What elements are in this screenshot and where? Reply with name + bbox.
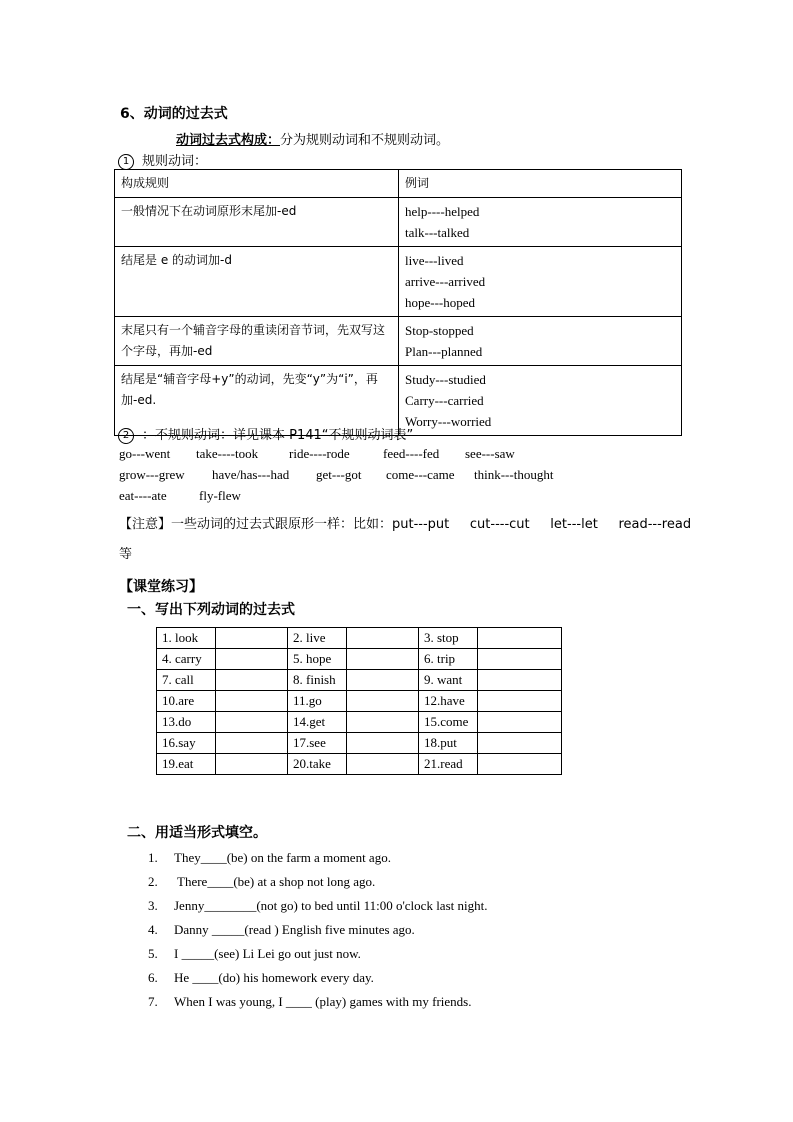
answer-cell[interactable]	[478, 712, 562, 733]
answer-cell[interactable]	[216, 649, 288, 670]
exercise-number: 3.	[148, 898, 158, 913]
verb-cell: 13.do	[157, 712, 216, 733]
exercise-item	[148, 970, 374, 986]
answer-cell[interactable]	[478, 733, 562, 754]
verb-cell: 20.take	[288, 754, 347, 775]
verb-cell: 5. hope	[288, 649, 347, 670]
irregular-pair: go---went	[119, 446, 171, 461]
exercise-item	[148, 898, 487, 914]
verb-cell: 17.see	[288, 733, 347, 754]
circled-number-2: 2	[118, 428, 134, 444]
answer-cell[interactable]	[347, 754, 419, 775]
grid-row	[157, 691, 562, 712]
example-word: live---lived	[405, 253, 464, 268]
irregular-pair: eat----ate	[119, 488, 167, 503]
examples-cell	[399, 247, 682, 317]
answer-cell[interactable]	[216, 733, 288, 754]
exercise-number: 5.	[148, 946, 158, 961]
header-examples: 例词	[399, 170, 682, 198]
grid-row	[157, 628, 562, 649]
irregular-pair: take----took	[196, 446, 259, 461]
header-rule: 构成规则	[115, 170, 399, 198]
irregular-pair: fly-flew	[199, 488, 241, 503]
answer-cell[interactable]	[347, 649, 419, 670]
past-tense-grid	[156, 627, 562, 775]
verb-cell: 3. stop	[419, 628, 478, 649]
exercise-text: When I was young, I ____ (play) games with my friends.	[174, 994, 472, 1009]
answer-cell[interactable]	[347, 628, 419, 649]
verb-cell: 4. carry	[157, 649, 216, 670]
exercise-number: 7.	[148, 994, 158, 1009]
exercise-number: 2.	[148, 874, 158, 889]
answer-cell[interactable]	[216, 691, 288, 712]
grid-row	[157, 712, 562, 733]
irregular-pair: feed----fed	[383, 446, 440, 461]
subtitle-text: 分为规则动词和不规则动词。	[280, 133, 450, 148]
irregular-pair: have/has---had	[212, 467, 290, 482]
answer-cell[interactable]	[478, 628, 562, 649]
rule-cell: 末尾只有一个辅音字母的重读闭音节词，先双写这个字母，再加-ed	[115, 317, 399, 366]
verb-cell: 8. finish	[288, 670, 347, 691]
irregular-line-3	[119, 488, 241, 504]
verb-cell: 19.eat	[157, 754, 216, 775]
example-word: Study---studied	[405, 372, 486, 387]
example-word: Carry---carried	[405, 393, 484, 408]
irregular-line-2	[119, 467, 553, 483]
regular-heading	[118, 150, 207, 170]
verb-cell: 1. look	[157, 628, 216, 649]
irregular-title: ：不规则动词：详见课本 P141“不规则动词表”	[142, 428, 414, 443]
examples-cell	[399, 317, 682, 366]
example-word: Plan---planned	[405, 344, 483, 359]
grid-row	[157, 754, 562, 775]
exercise-item	[148, 946, 361, 962]
exercise-text: Danny _____(read ) English five minutes ago.	[174, 922, 415, 937]
note-cont: 等	[119, 547, 133, 562]
exercise-text: There____(be) at a shop not long ago.	[174, 874, 376, 889]
verb-cell: 12.have	[419, 691, 478, 712]
verb-cell: 11.go	[288, 691, 347, 712]
exercise-text: I _____(see) Li Lei go out just now.	[174, 946, 361, 961]
verb-cell: 9. want	[419, 670, 478, 691]
verb-cell: 18.put	[419, 733, 478, 754]
table-row	[115, 317, 682, 366]
example-word: talk---talked	[405, 225, 470, 240]
verb-cell: 2. live	[288, 628, 347, 649]
answer-cell[interactable]	[216, 628, 288, 649]
grid-row	[157, 733, 562, 754]
exercise-item	[148, 850, 391, 866]
irregular-heading	[118, 424, 413, 444]
answer-cell[interactable]	[216, 754, 288, 775]
exercise-item	[148, 994, 472, 1010]
part2-title: 二、用适当形式填空。	[127, 825, 267, 841]
part1-title: 一、写出下列动词的过去式	[127, 602, 295, 618]
answer-cell[interactable]	[478, 670, 562, 691]
practice-heading: 【课堂练习】	[119, 579, 203, 595]
examples-cell	[399, 366, 682, 436]
verb-cell: 10.are	[157, 691, 216, 712]
example-word: Stop-stopped	[405, 323, 474, 338]
regular-title: 规则动词：	[142, 154, 208, 169]
verb-cell: 7. call	[157, 670, 216, 691]
verb-cell: 16.say	[157, 733, 216, 754]
irregular-pair: grow---grew	[119, 467, 185, 482]
irregular-line-1	[119, 446, 515, 462]
exercise-text: They____(be) on the farm a moment ago.	[174, 850, 391, 865]
exercise-text: He ____(do) his homework every day.	[174, 970, 374, 985]
answer-cell[interactable]	[478, 691, 562, 712]
answer-cell[interactable]	[216, 670, 288, 691]
example-word: hope---hoped	[405, 295, 476, 310]
answer-cell[interactable]	[347, 670, 419, 691]
answer-cell[interactable]	[478, 649, 562, 670]
table-row	[115, 247, 682, 317]
grid-row	[157, 670, 562, 691]
exercise-number: 4.	[148, 922, 158, 937]
rule-cell: 结尾是 e 的动词加-d	[115, 247, 399, 317]
rule-cell: 结尾是“辅音字母+y”的动词，先变“y”为“i”，再加-ed.	[115, 366, 399, 436]
grid-row	[157, 649, 562, 670]
verb-cell: 21.read	[419, 754, 478, 775]
answer-cell[interactable]	[347, 712, 419, 733]
examples-cell	[399, 198, 682, 247]
section-title: 6、动词的过去式	[120, 106, 228, 122]
section-subtitle	[176, 129, 449, 148]
regular-verb-table	[114, 169, 682, 436]
exercise-number: 1.	[148, 850, 158, 865]
verb-cell: 6. trip	[419, 649, 478, 670]
example-word: arrive---arrived	[405, 274, 486, 289]
answer-cell[interactable]	[478, 754, 562, 775]
subtitle-label: 动词过去式构成：	[176, 133, 281, 148]
example-word: help----helped	[405, 204, 480, 219]
irregular-pair: see---saw	[465, 446, 515, 461]
table-row	[115, 198, 682, 247]
note-text: 【注意】一些动词的过去式跟原形一样：比如：put---put cut----cut let---let read---read	[119, 517, 692, 532]
answer-cell[interactable]	[216, 712, 288, 733]
answer-cell[interactable]	[347, 691, 419, 712]
exercise-number: 6.	[148, 970, 158, 985]
example-word: Worry---worried	[405, 414, 492, 429]
verb-cell: 15.come	[419, 712, 478, 733]
rule-cell: 一般情况下在动词原形末尾加-ed	[115, 198, 399, 247]
table-header-row	[115, 170, 682, 198]
irregular-pair: think---thought	[474, 467, 554, 482]
answer-cell[interactable]	[347, 733, 419, 754]
verb-cell: 14.get	[288, 712, 347, 733]
exercise-text: Jenny________(not go) to bed until 11:00 o'clock last night.	[174, 898, 488, 913]
irregular-pair: come---came	[386, 467, 455, 482]
circled-number-1: 1	[118, 154, 134, 170]
exercise-item	[148, 922, 415, 938]
irregular-pair: ride----rode	[289, 446, 350, 461]
exercise-item	[148, 874, 375, 890]
irregular-pair: get---got	[316, 467, 362, 482]
